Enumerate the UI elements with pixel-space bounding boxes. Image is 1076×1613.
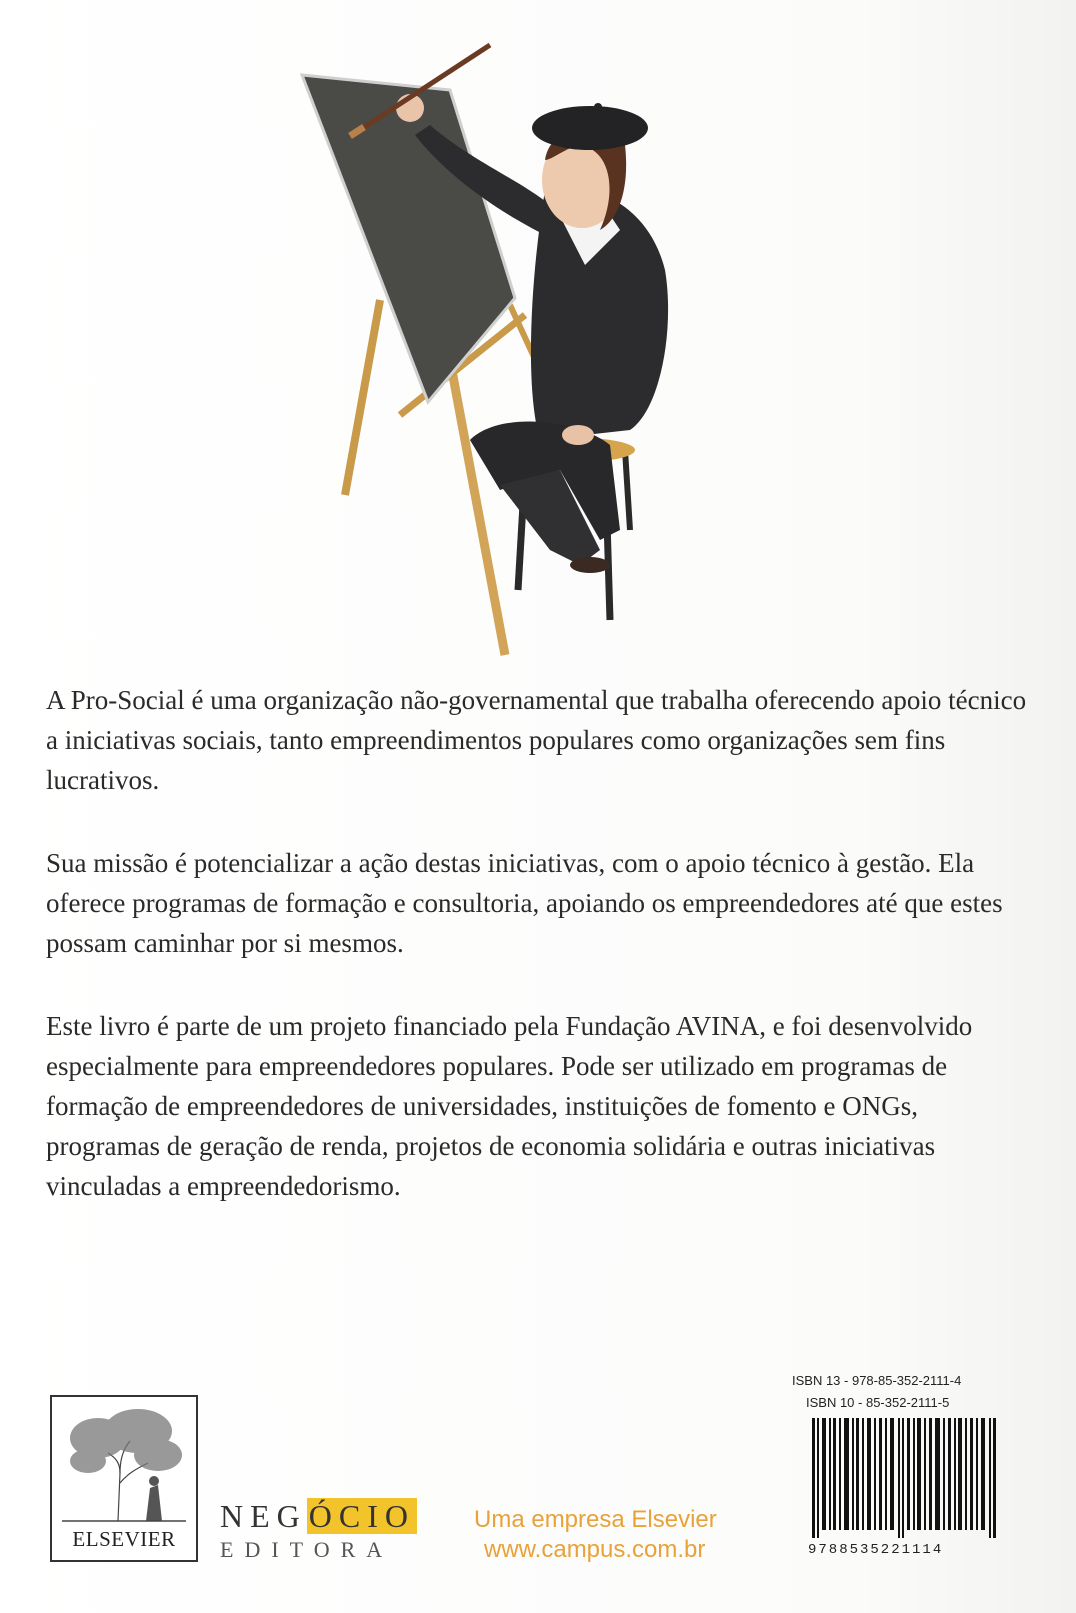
publisher-tagline: Uma empresa Elsevier [474, 1506, 717, 1533]
publisher-website: www.campus.com.br [484, 1536, 706, 1563]
tree-icon [58, 1403, 190, 1523]
elsevier-wordmark: ELSEVIER [72, 1527, 176, 1551]
paragraph-mission: Sua missão é potencializar a ação destas iniciativas, com o apoio técnico à gestão. Ela oferece programas de formação e consultoria, apoiando os empreendedores até que estes possam caminhar por si mesmos. [46, 848, 1003, 958]
paragraph-book: Este livro é parte de um projeto financiado pela Fundação AVINA, e foi desenvolvido especialmente para empreendedores populares. Pode ser utilizado em programas de formação de empreendedores de universidades, instituições de fomento e ONGs, programas de geração de renda, projetos de economia solidária e outras iniciativas vinculadas a empreendedorismo. [46, 1011, 973, 1201]
publisher-info [474, 1505, 717, 1565]
barcode-icon [812, 1418, 1002, 1538]
elsevier-logo [50, 1395, 198, 1562]
isbn-block [792, 1370, 961, 1414]
painter-illustration [300, 30, 720, 690]
isbn-10: ISBN 10 - 85-352-2111-5 [806, 1395, 950, 1410]
isbn-13: ISBN 13 - 978-85-352-2111-4 [792, 1373, 962, 1388]
paragraph-about: A Pro-Social é uma organização não-governamental que trabalha oferecendo apoio técnico a iniciativas sociais, tanto empreendimentos populares como organizações sem fins lucrativos. [46, 685, 1027, 795]
barcode-digits: 9788535221114 [808, 1542, 944, 1558]
negocio-wordmark [220, 1496, 452, 1536]
negocio-editora-logo [220, 1496, 452, 1566]
description-text [46, 680, 1036, 1249]
editora-wordmark: EDITORA [220, 1537, 394, 1562]
negocio-highlight: ÓCIO [308, 1498, 415, 1534]
negocio-text: NEG [220, 1498, 307, 1534]
